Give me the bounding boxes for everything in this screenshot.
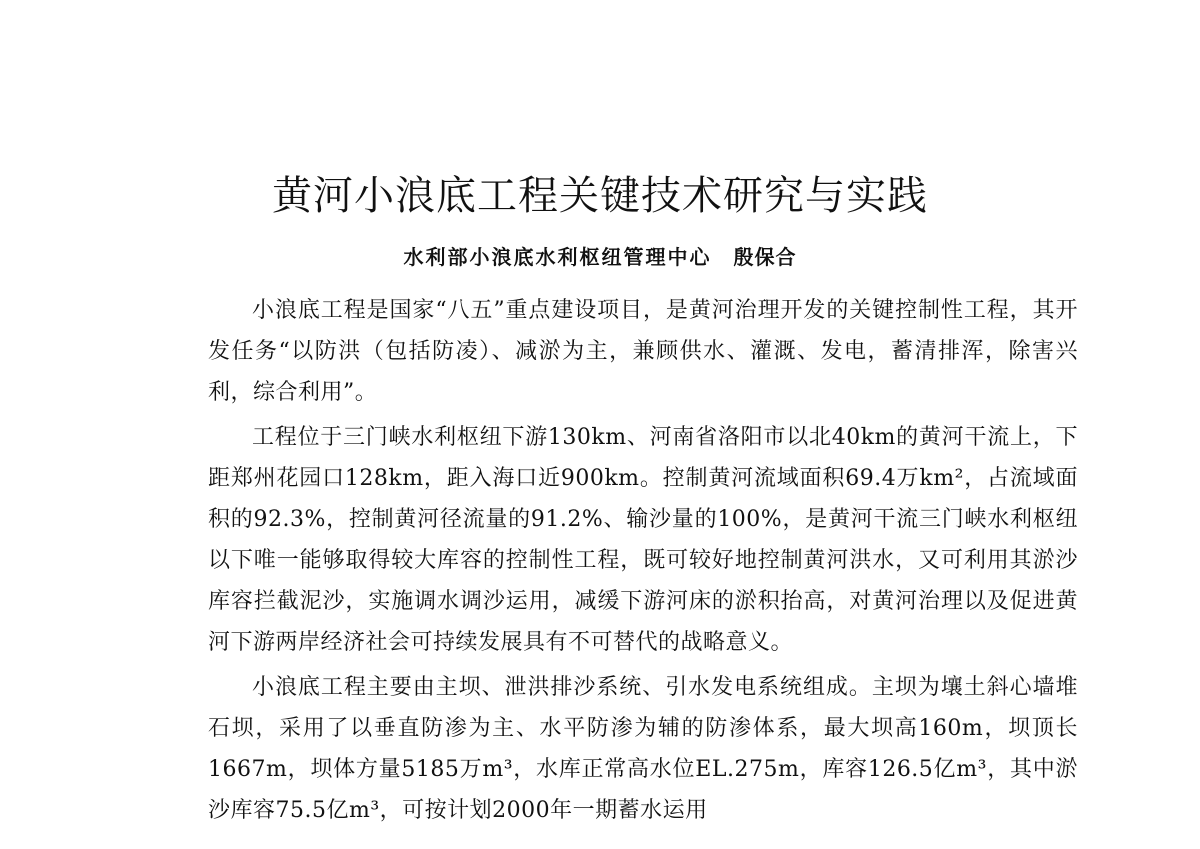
paragraph-2: 工程位于三门峡水利枢纽下游130km、河南省洛阳市以北40km的黄河干流上，下距郑州花园口128km，距入海口近900km。控制黄河流域面积69.4万km²，占流域面积的92.3%，控制黄河径流量的91.2%、输沙量的100%，是黄河干流三门峡水利枢纽以下唯一能够取得较大库容的控制性工程，既可较好地控制黄河洪水，又可利用其淤沙库容拦截泥沙，实施调水调沙运用，减缓下游河床的淤积抬高，对黄河治理以及促进黄河下游两岸经济社会可持续发展具有不可替代的战略意义。 <box>208 425 1078 655</box>
byline <box>0 242 1200 272</box>
author-name: 殷保合 <box>733 245 797 269</box>
paragraph-3: 小浪底工程主要由主坝、泄洪排沙系统、引水发电系统组成。主坝为壤土斜心墙堆石坝，采用了以垂直防渗为主、水平防渗为辅的防渗体系，最大坝高160m，坝顶长1667m，坝体方量5185万m³，水库正常高水位EL.275m，库容126.5亿m³，其中淤沙库容75.5亿m³，可按计划2000年一期蓄水运用 <box>208 675 1078 823</box>
author-affiliation: 水利部小浪底水利枢纽管理中心 <box>403 245 712 269</box>
paragraph-1: 小浪底工程是国家“八五”重点建设项目，是黄河治理开发的关键控制性工程，其开发任务“以防洪（包括防凌）、减淤为主，兼顾供水、灌溉、发电，蓄清排浑，除害兴利，综合利用”。 <box>208 298 1078 405</box>
body-text <box>208 290 1078 831</box>
paper-title: 黄河小浪底工程关键技术研究与实践 <box>272 173 928 219</box>
